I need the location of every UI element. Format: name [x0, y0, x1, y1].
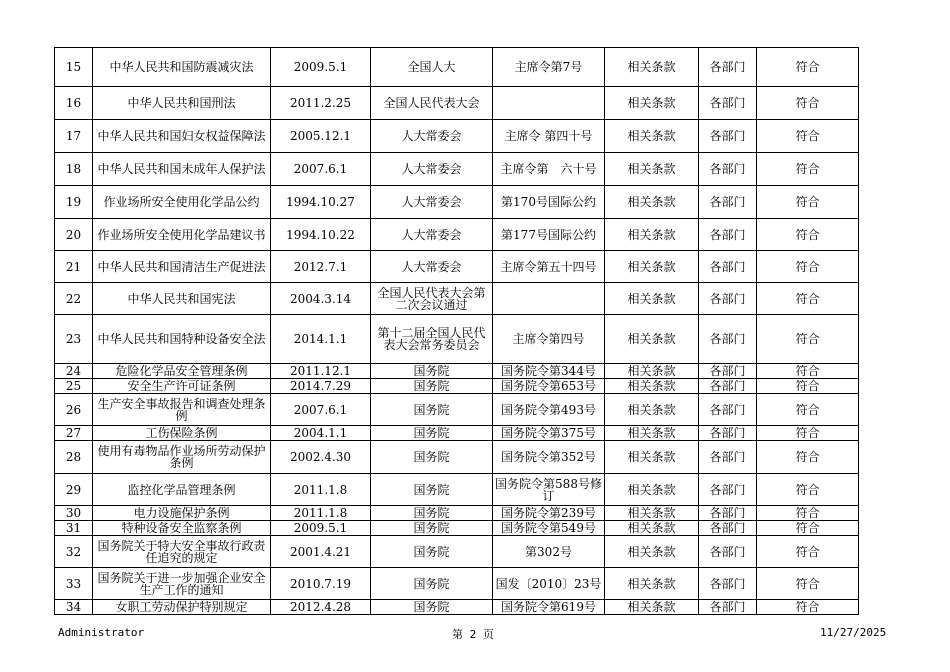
table-row [55, 394, 859, 426]
department-cell: 各部门 [699, 283, 757, 315]
issuing-authority-cell: 国务院 [371, 426, 493, 441]
regulation-name-cell: 作业场所安全使用化学品建议书 [93, 219, 271, 251]
table-row [55, 474, 859, 506]
table-row [55, 600, 859, 615]
applicable-clause-cell: 相关条款 [605, 153, 699, 186]
document-number-cell: 国务院令第653号 [493, 379, 605, 394]
department-cell: 各部门 [699, 506, 757, 521]
document-number-cell: 第170号国际公约 [493, 186, 605, 219]
regulation-name-cell: 生产安全事故报告和调查处理条例 [93, 394, 271, 426]
table-row [55, 441, 859, 474]
issuing-authority-cell: 国务院 [371, 379, 493, 394]
row-number-cell: 32 [55, 536, 93, 568]
table-row [55, 251, 859, 283]
applicable-clause-cell: 相关条款 [605, 87, 699, 120]
applicable-clause-cell: 相关条款 [605, 426, 699, 441]
applicable-clause-cell: 相关条款 [605, 506, 699, 521]
compliance-result-cell: 符合 [757, 219, 859, 251]
row-number-cell: 20 [55, 219, 93, 251]
row-number-cell: 19 [55, 186, 93, 219]
effective-date-cell: 2011.2.25 [271, 87, 371, 120]
issuing-authority-cell: 人大常委会 [371, 219, 493, 251]
regulation-name-cell: 中华人民共和国宪法 [93, 283, 271, 315]
issuing-authority-cell: 国务院 [371, 600, 493, 615]
footer-author: Administrator [58, 626, 145, 639]
regulation-name-cell: 危险化学品安全管理条例 [93, 364, 271, 379]
row-number-cell: 34 [55, 600, 93, 615]
table-row [55, 568, 859, 600]
footer-date: 11/27/2025 [820, 626, 887, 639]
row-number-cell: 31 [55, 521, 93, 536]
effective-date-cell: 1994.10.22 [271, 219, 371, 251]
department-cell: 各部门 [699, 379, 757, 394]
row-number-cell: 15 [55, 48, 93, 87]
row-number-cell: 28 [55, 441, 93, 474]
compliance-result-cell: 符合 [757, 379, 859, 394]
effective-date-cell: 2011.12.1 [271, 364, 371, 379]
issuing-authority-cell: 全国人民代表大会第二次会议通过 [371, 283, 493, 315]
table-row [55, 219, 859, 251]
row-number-cell: 22 [55, 283, 93, 315]
regulation-name-cell: 国务院关于特大安全事故行政责任追究的规定 [93, 536, 271, 568]
effective-date-cell: 2002.4.30 [271, 441, 371, 474]
effective-date-cell: 2011.1.8 [271, 506, 371, 521]
effective-date-cell: 2001.4.21 [271, 536, 371, 568]
applicable-clause-cell: 相关条款 [605, 394, 699, 426]
table-row [55, 48, 859, 87]
issuing-authority-cell: 国务院 [371, 521, 493, 536]
applicable-clause-cell: 相关条款 [605, 186, 699, 219]
applicable-clause-cell: 相关条款 [605, 600, 699, 615]
effective-date-cell: 2012.4.28 [271, 600, 371, 615]
department-cell: 各部门 [699, 426, 757, 441]
compliance-result-cell: 符合 [757, 521, 859, 536]
regulation-name-cell: 作业场所安全使用化学品公约 [93, 186, 271, 219]
compliance-result-cell: 符合 [757, 364, 859, 379]
effective-date-cell: 2005.12.1 [271, 120, 371, 153]
issuing-authority-cell: 人大常委会 [371, 153, 493, 186]
document-number-cell: 国务院令第549号 [493, 521, 605, 536]
issuing-authority-cell: 国务院 [371, 506, 493, 521]
compliance-result-cell: 符合 [757, 536, 859, 568]
department-cell: 各部门 [699, 219, 757, 251]
compliance-result-cell: 符合 [757, 120, 859, 153]
row-number-cell: 17 [55, 120, 93, 153]
document-number-cell: 国务院令第588号修订 [493, 474, 605, 506]
compliance-result-cell: 符合 [757, 600, 859, 615]
table-row [55, 186, 859, 219]
department-cell: 各部门 [699, 251, 757, 283]
row-number-cell: 16 [55, 87, 93, 120]
effective-date-cell: 2014.1.1 [271, 315, 371, 364]
document-number-cell [493, 283, 605, 315]
issuing-authority-cell: 国务院 [371, 441, 493, 474]
compliance-result-cell: 符合 [757, 283, 859, 315]
regulation-name-cell: 中华人民共和国防震减灾法 [93, 48, 271, 87]
issuing-authority-cell: 国务院 [371, 474, 493, 506]
effective-date-cell: 2012.7.1 [271, 251, 371, 283]
compliance-result-cell: 符合 [757, 153, 859, 186]
regulation-name-cell: 中华人民共和国特种设备安全法 [93, 315, 271, 364]
applicable-clause-cell: 相关条款 [605, 283, 699, 315]
document-number-cell: 国务院令第344号 [493, 364, 605, 379]
regulation-name-cell: 监控化学品管理条例 [93, 474, 271, 506]
regulation-name-cell: 国务院关于进一步加强企业安全生产工作的通知 [93, 568, 271, 600]
compliance-result-cell: 符合 [757, 474, 859, 506]
applicable-clause-cell: 相关条款 [605, 521, 699, 536]
row-number-cell: 23 [55, 315, 93, 364]
issuing-authority-cell: 全国人大 [371, 48, 493, 87]
row-number-cell: 21 [55, 251, 93, 283]
row-number-cell: 18 [55, 153, 93, 186]
regulation-name-cell: 使用有毒物品作业场所劳动保护条例 [93, 441, 271, 474]
document-number-cell: 主席令 第四十号 [493, 120, 605, 153]
department-cell: 各部门 [699, 364, 757, 379]
row-number-cell: 26 [55, 394, 93, 426]
document-number-cell: 国务院令第239号 [493, 506, 605, 521]
compliance-result-cell: 符合 [757, 506, 859, 521]
department-cell: 各部门 [699, 153, 757, 186]
effective-date-cell: 2009.5.1 [271, 521, 371, 536]
table-row [55, 364, 859, 379]
department-cell: 各部门 [699, 441, 757, 474]
compliance-result-cell: 符合 [757, 394, 859, 426]
document-number-cell: 第177号国际公约 [493, 219, 605, 251]
effective-date-cell: 2007.6.1 [271, 153, 371, 186]
department-cell: 各部门 [699, 48, 757, 87]
document-number-cell: 国发〔2010〕23号 [493, 568, 605, 600]
department-cell: 各部门 [699, 521, 757, 536]
applicable-clause-cell: 相关条款 [605, 48, 699, 87]
effective-date-cell: 1994.10.27 [271, 186, 371, 219]
effective-date-cell: 2014.7.29 [271, 379, 371, 394]
compliance-result-cell: 符合 [757, 48, 859, 87]
effective-date-cell: 2004.3.14 [271, 283, 371, 315]
applicable-clause-cell: 相关条款 [605, 536, 699, 568]
issuing-authority-cell: 全国人民代表大会 [371, 87, 493, 120]
document-number-cell: 主席令第四号 [493, 315, 605, 364]
regulation-name-cell: 中华人民共和国妇女权益保障法 [93, 120, 271, 153]
compliance-result-cell: 符合 [757, 315, 859, 364]
compliance-result-cell: 符合 [757, 426, 859, 441]
row-number-cell: 33 [55, 568, 93, 600]
regulation-name-cell: 特种设备安全监察条例 [93, 521, 271, 536]
row-number-cell: 27 [55, 426, 93, 441]
department-cell: 各部门 [699, 568, 757, 600]
document-number-cell: 主席令第五十四号 [493, 251, 605, 283]
department-cell: 各部门 [699, 87, 757, 120]
table-row [55, 283, 859, 315]
row-number-cell: 24 [55, 364, 93, 379]
issuing-authority-cell: 国务院 [371, 568, 493, 600]
compliance-result-cell: 符合 [757, 87, 859, 120]
document-number-cell: 国务院令第375号 [493, 426, 605, 441]
compliance-result-cell: 符合 [757, 568, 859, 600]
compliance-result-cell: 符合 [757, 186, 859, 219]
issuing-authority-cell: 国务院 [371, 394, 493, 426]
effective-date-cell: 2009.5.1 [271, 48, 371, 87]
compliance-result-cell: 符合 [757, 251, 859, 283]
applicable-clause-cell: 相关条款 [605, 251, 699, 283]
department-cell: 各部门 [699, 600, 757, 615]
page-footer [0, 626, 950, 646]
regulation-name-cell: 安全生产许可证条例 [93, 379, 271, 394]
table-row [55, 379, 859, 394]
table-row [55, 87, 859, 120]
regulation-name-cell: 电力设施保护条例 [93, 506, 271, 521]
applicable-clause-cell: 相关条款 [605, 364, 699, 379]
applicable-clause-cell: 相关条款 [605, 219, 699, 251]
applicable-clause-cell: 相关条款 [605, 474, 699, 506]
applicable-clause-cell: 相关条款 [605, 441, 699, 474]
document-number-cell [493, 87, 605, 120]
document-number-cell: 国务院令第619号 [493, 600, 605, 615]
document-number-cell: 主席令第 六十号 [493, 153, 605, 186]
table-row [55, 521, 859, 536]
effective-date-cell: 2010.7.19 [271, 568, 371, 600]
issuing-authority-cell: 国务院 [371, 536, 493, 568]
applicable-clause-cell: 相关条款 [605, 568, 699, 600]
issuing-authority-cell: 人大常委会 [371, 186, 493, 219]
department-cell: 各部门 [699, 315, 757, 364]
footer-page-number: 第 2 页 [452, 628, 494, 641]
row-number-cell: 29 [55, 474, 93, 506]
regulation-name-cell: 中华人民共和国未成年人保护法 [93, 153, 271, 186]
effective-date-cell: 2004.1.1 [271, 426, 371, 441]
table-row [55, 426, 859, 441]
regulation-name-cell: 工伤保险条例 [93, 426, 271, 441]
table-row [55, 536, 859, 568]
regulations-table [54, 47, 859, 615]
document-number-cell: 国务院令第352号 [493, 441, 605, 474]
table-row [55, 506, 859, 521]
effective-date-cell: 2011.1.8 [271, 474, 371, 506]
table-row [55, 120, 859, 153]
department-cell: 各部门 [699, 120, 757, 153]
row-number-cell: 30 [55, 506, 93, 521]
table-row [55, 153, 859, 186]
applicable-clause-cell: 相关条款 [605, 379, 699, 394]
table-row [55, 315, 859, 364]
applicable-clause-cell: 相关条款 [605, 315, 699, 364]
issuing-authority-cell: 第十二届全国人民代表大会常务委员会 [371, 315, 493, 364]
department-cell: 各部门 [699, 536, 757, 568]
compliance-result-cell: 符合 [757, 441, 859, 474]
issuing-authority-cell: 人大常委会 [371, 251, 493, 283]
document-number-cell: 第302号 [493, 536, 605, 568]
department-cell: 各部门 [699, 474, 757, 506]
issuing-authority-cell: 人大常委会 [371, 120, 493, 153]
document-number-cell: 国务院令第493号 [493, 394, 605, 426]
document-number-cell: 主席令第7号 [493, 48, 605, 87]
regulation-name-cell: 中华人民共和国刑法 [93, 87, 271, 120]
applicable-clause-cell: 相关条款 [605, 120, 699, 153]
department-cell: 各部门 [699, 186, 757, 219]
department-cell: 各部门 [699, 394, 757, 426]
regulation-name-cell: 中华人民共和国清洁生产促进法 [93, 251, 271, 283]
row-number-cell: 25 [55, 379, 93, 394]
regulation-name-cell: 女职工劳动保护特别规定 [93, 600, 271, 615]
effective-date-cell: 2007.6.1 [271, 394, 371, 426]
issuing-authority-cell: 国务院 [371, 364, 493, 379]
